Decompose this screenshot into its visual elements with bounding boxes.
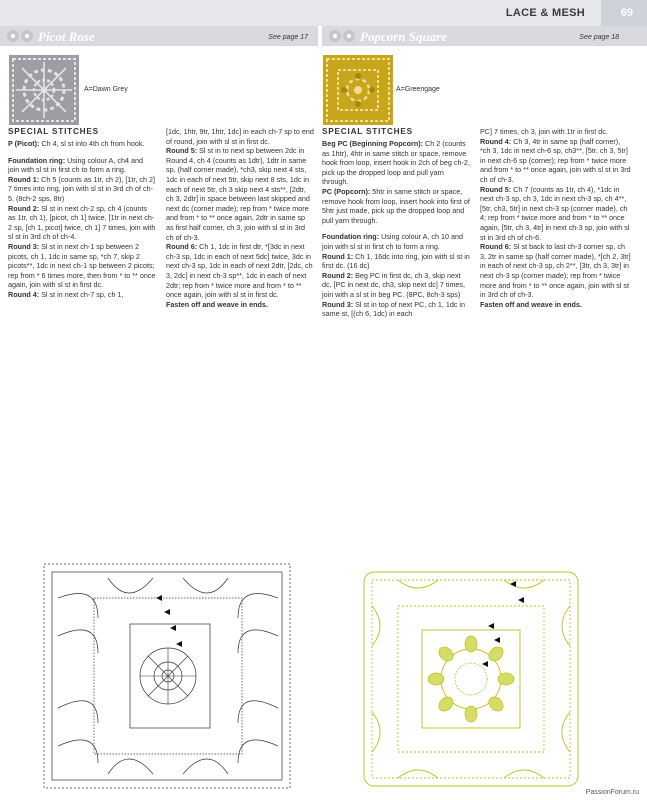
instruction-paragraph	[480, 127, 632, 137]
instruction-label: Round 3:	[322, 299, 354, 309]
pattern-header-picot-rose	[0, 26, 318, 46]
instructions-column-2	[166, 127, 314, 309]
instruction-paragraph	[322, 187, 472, 225]
instruction-paragraph	[322, 252, 472, 271]
instruction-text: Ch 5 (counts as 1tr, ch 2), [1tr, ch 2] 7 times into ring, join with sl st in 3rd ch of ch-5. (8ch-2 sps, 8tr)	[8, 174, 155, 203]
instruction-label: Round 1:	[8, 174, 40, 184]
see-page-ref: See page 18	[579, 34, 619, 41]
instruction-text: Using colour A, ch 10 and join with sl st in first ch to form a ring.	[322, 232, 463, 251]
instruction-paragraph	[8, 242, 156, 290]
instruction-paragraph	[8, 156, 156, 175]
instruction-paragraph	[322, 139, 472, 187]
instruction-text: Sl st in top of next PC, ch 1, 1dc in same st, [(ch 6, 1dc) in each	[322, 299, 466, 319]
instructions-column-2	[480, 127, 632, 309]
instruction-text: Ch 1, 16dc into ring, join with sl st in first dc. (16 dc)	[322, 251, 470, 271]
instruction-label: Round 2:	[8, 203, 40, 213]
instruction-paragraph	[322, 300, 472, 319]
instruction-label: Fasten off and weave in ends.	[166, 299, 268, 309]
instruction-label: Fasten off and weave in ends.	[480, 299, 582, 309]
instruction-paragraph	[166, 242, 314, 300]
instruction-text: Ch 1, 1dc in first dtr, *[3dc in next ch-3 sp, 1dc in each of next 5dc] twice, 3dc in next ch-3 sp, 1dc in each of next 2dtr, [2dc, ch 3, 2dc] in next ch-3 sp**, 1dc in each of next 2dtr; rep from * twice more and from * to ** once again, join with sl st in first dc.	[166, 242, 313, 300]
instruction-label: Round 6:	[166, 242, 198, 252]
instruction-paragraph	[166, 127, 314, 146]
instructions-column-1	[8, 127, 156, 300]
instructions-column-1	[322, 127, 472, 319]
instruction-label: Round 4:	[8, 289, 40, 299]
instruction-text: Sl st back to last ch-3 corner sp, ch 3, 2tr in same sp (half corner made), *[ch 2, 3tr] in each of next ch-3 sp, ch 2**, [3tr, ch 3, 3tr] in next ch-3 sp (corner made); rep from * twice more and from * to ** once again, join with sl st in 3rd ch of ch-3.	[480, 242, 631, 300]
instruction-text: Ch 3, 4tr in same sp (half corner), *ch 3, 1dc in next ch-6 sp, ch3**, [5tr, ch 3, 5tr] in next ch-6 sp (corner); rep from * twice more and from * to ** once again, join with sl st in 3rd ch of ch-3.	[480, 136, 631, 184]
instruction-text: Sl st in next ch-7 sp, ch 1,	[39, 289, 124, 299]
popcorn-square-stitch-diagram	[358, 566, 584, 792]
instruction-label: Round 2:	[322, 270, 354, 280]
instruction-paragraph	[480, 185, 632, 243]
special-stitches-heading: SPECIAL STITCHES	[8, 127, 99, 136]
picot-rose-stitch-diagram	[38, 558, 300, 794]
instruction-text: Sl st in next ch-2 sp, ch 4 (counts as 1tr, ch 1), [picot, ch 1] twice, [1tr in next ch-2 sp, [ch 1, picot] twice, ch 1] 7 times, join with sl st in 3rd ch of ch-4.	[8, 203, 156, 242]
instruction-paragraph	[8, 139, 156, 149]
instruction-paragraph	[322, 232, 472, 251]
instruction-paragraph	[8, 175, 156, 204]
instruction-text: Using colour A, ch4 and join with sl st in first ch to form a ring.	[8, 155, 144, 175]
instruction-text: Sl st in next ch-1 sp between 2 picots, ch 1, 1dc in same sp, *ch 7, skip 2 picots**, 1dc in next ch-1 sp between 2 picots; rep from * 6 times more, then from * to ** once again, join with sl st in first dc.	[8, 241, 156, 290]
instruction-label: Round 5:	[166, 146, 198, 156]
instruction-label: PC (Popcorn):	[322, 186, 371, 196]
instruction-paragraph	[166, 146, 314, 242]
instruction-label: Round 6:	[480, 242, 512, 252]
swatch-image	[322, 54, 394, 126]
swatch-image	[8, 54, 80, 126]
section-title: LACE & MESH	[505, 7, 585, 19]
instruction-text: PC] 7 times, ch 3, join with 1tr in first dc.	[480, 127, 608, 136]
flower-dots-icon	[328, 29, 358, 43]
page-number: 69	[620, 7, 633, 19]
instruction-paragraph	[8, 290, 156, 300]
instruction-paragraph	[480, 137, 632, 185]
instruction-paragraph	[322, 271, 472, 300]
colour-label: A=Greengage	[396, 86, 440, 93]
instruction-label: Round 1:	[322, 251, 354, 261]
instruction-text: Ch 4, sl st into 4th ch from hook.	[39, 139, 145, 148]
flower-dots-icon	[6, 29, 36, 43]
instruction-label: Round 3:	[8, 241, 40, 251]
instruction-text: Sl st in to next sp between 2dc in Round 4, ch 4 (counts as 1dtr), 1dtr in same sp, (half corner made), *ch3, skip next 4 sts, 1dc in each of next 5tr, skip next 8 sts, 1dc in each of next 5tr, ch 3 skip next 4 sts**, [2dtr, ch 3, 2dtr] in space between last skipped and next dc (corner made); rep from * twice more and from * to ** once again, 2dtr in same sp as first half corner, ch 3, join with sl st in 3rd ch of ch-3.	[166, 146, 310, 242]
instruction-text: Ch 2 (counts as 1htr), 4htr in same stitch or space, remove hook from loop, insert hook in 2ch of beg ch-2, pick up the dropped loop and pull yarn through.	[322, 139, 470, 187]
special-stitches-heading: SPECIAL STITCHES	[322, 127, 413, 136]
instruction-text: Ch 7 (counts as 1tr, ch 4), *1dc in next ch-3 sp, ch 3, 1dc in next ch-3 sp, ch 4**, [5tr, ch3, 5tr] in next ch-3 sp (corner made), ch 4; rep from * twice more and from * to ** once again, [5tr, ch 3, 4tr] in next ch-3 sp, join with sl st in 3rd ch of ch-6.	[480, 184, 630, 242]
instruction-label: Beg PC (Beginning Popcorn):	[322, 139, 424, 148]
instruction-paragraph	[8, 204, 156, 242]
pattern-title: Picot Rose	[38, 29, 95, 44]
instruction-text: [1dc, 1htr, 9tr, 1htr, 1dc] in each ch-7 sp to end of round, join with sl st in first dc.	[166, 127, 314, 146]
paragraph-gap	[8, 149, 156, 156]
instruction-label: P (Picot):	[8, 139, 40, 148]
instruction-label: Round 5:	[480, 184, 512, 194]
paragraph-gap	[322, 225, 472, 232]
colour-label: A=Dawn Grey	[84, 86, 128, 93]
instruction-paragraph	[480, 242, 632, 300]
instruction-text: Beg PC in first dc, ch 3, skip next dc, [PC in next dc, ch3, skip next dc] 7 times, join with a sl st in beg PC. (8PC, 8ch-3 sps)	[322, 270, 466, 299]
pattern-header-popcorn-square	[322, 26, 647, 46]
instruction-label: Round 4:	[480, 136, 512, 146]
see-page-ref: See page 17	[268, 34, 308, 41]
instruction-text: 5htr in same stitch or space, remove hook from loop, insert hook into first of 5htr just made, pick up the dropped loop and pull yarn through.	[322, 186, 470, 225]
instruction-paragraph	[166, 300, 314, 310]
instruction-label: Foundation ring:	[322, 232, 380, 242]
pattern-title: Popcorn Square	[360, 29, 448, 44]
instruction-label: Foundation ring:	[8, 155, 66, 165]
watermark-text: PassionForum.ru	[585, 789, 639, 796]
instruction-paragraph	[480, 300, 632, 310]
